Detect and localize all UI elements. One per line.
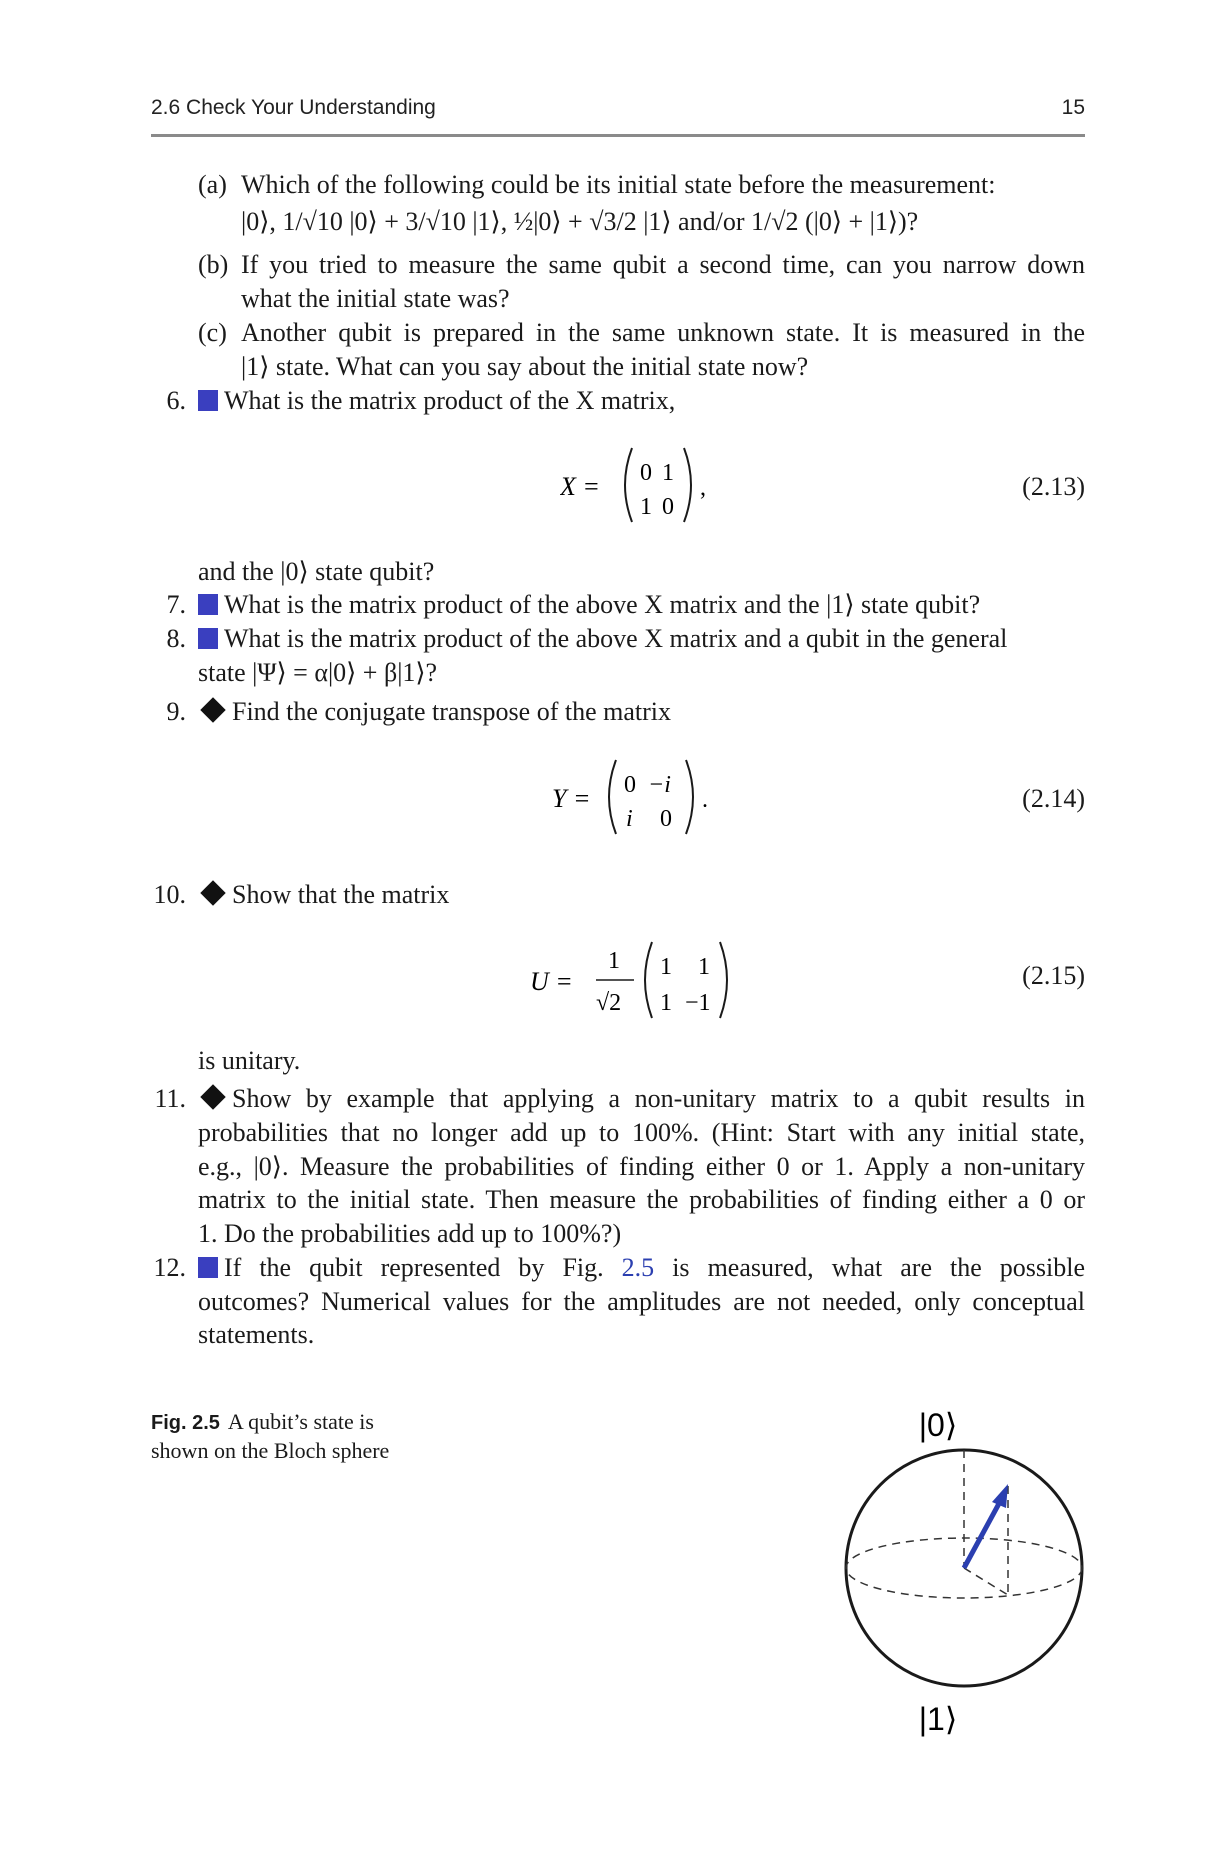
eq214-tail: .	[702, 787, 708, 813]
state-vector	[964, 1498, 1002, 1568]
eq215-m12: 1	[698, 954, 710, 980]
item5a-label: (a)	[198, 170, 227, 199]
item12-line1-post: is measured, what are the possible	[672, 1253, 1086, 1282]
eq215-m11: 1	[660, 954, 672, 980]
eq215-pre-den: √2	[596, 990, 622, 1016]
header-rule	[151, 134, 1085, 137]
eq214-label: (2.14)	[1022, 784, 1085, 813]
item8-text-row	[198, 624, 1085, 654]
item5c-label: (c)	[198, 318, 227, 347]
item5c-line1: Another qubit is prepared in the same unknown state. It is measured in the	[241, 318, 1085, 347]
left-paren	[609, 760, 616, 834]
eq213-m11: 0	[640, 460, 652, 486]
item11-text-row	[198, 1084, 1085, 1114]
page-number: 15	[1061, 96, 1085, 119]
item12-number: 12.	[153, 1253, 186, 1282]
item6-text-row	[198, 386, 675, 416]
running-header	[151, 96, 1085, 126]
item7-number: 7.	[166, 590, 186, 619]
eq214-m21: i	[626, 806, 633, 832]
equation-2-15	[530, 930, 750, 1037]
left-paren	[625, 448, 632, 522]
item8-line2: state |Ψ⟩ = α|0⟩ + β|1⟩?	[198, 658, 438, 687]
item10-number: 10.	[153, 880, 186, 909]
item7-text-row	[198, 590, 980, 620]
item10-after: is unitary.	[198, 1046, 301, 1075]
eq214-lhs: Y =	[552, 784, 591, 813]
square-marker-icon	[198, 1257, 218, 1278]
item5a-line2: |0⟩, 1/√10 |0⟩ + 3/√10 |1⟩, ½|0⟩ + √3/2 |1⟩ and/or 1/√2 (|0⟩ + |1⟩)?	[241, 207, 919, 236]
item11-line3: e.g., |0⟩. Measure the probabilities of finding either 0 or 1. Apply a non-unitary	[198, 1152, 1085, 1181]
caption-line1: A qubit’s state is	[227, 1409, 374, 1434]
item11-number: 11.	[154, 1084, 186, 1113]
caption-line2: shown on the Bloch sphere	[151, 1438, 390, 1463]
figure-label: Fig. 2.5	[151, 1412, 220, 1434]
item12-line1-pre: If the qubit represented by Fig.	[224, 1253, 604, 1282]
right-paren	[684, 448, 691, 522]
square-marker-icon	[198, 390, 218, 411]
eq214-m11: 0	[624, 772, 636, 798]
eq214-m22: 0	[660, 806, 672, 832]
item9-text-row	[198, 697, 671, 727]
bloch-sphere-figure	[830, 1400, 1090, 1745]
item5c-line2: |1⟩ state. What can you say about the initial state now?	[241, 352, 809, 381]
eq213-m22: 0	[662, 494, 674, 520]
eq215-pre-num: 1	[608, 948, 620, 974]
item8-line1: What is the matrix product of the above X matrix and a qubit in the general	[224, 624, 1008, 653]
eq213-m21: 1	[640, 494, 652, 520]
item6-number: 6.	[166, 386, 186, 415]
left-paren	[645, 942, 652, 1018]
diamond-marker-icon	[200, 880, 225, 905]
item10-text: Show that the matrix	[232, 880, 450, 909]
item7-text: What is the matrix product of the above X matrix and the |1⟩ state qubit?	[224, 590, 981, 619]
right-paren	[686, 760, 693, 834]
projection-line	[964, 1568, 1008, 1595]
eq215-lhs: U =	[530, 967, 573, 996]
section-title: 2.6 Check Your Understanding	[151, 96, 436, 119]
item5b-label: (b)	[198, 250, 229, 279]
eq215-label: (2.15)	[1022, 961, 1085, 990]
eq215-m21: 1	[660, 990, 672, 1016]
item11-line5: 1. Do the probabilities add up to 100%?)	[198, 1219, 622, 1248]
equation-2-14	[552, 752, 752, 849]
square-marker-icon	[198, 628, 218, 649]
item6-text: What is the matrix product of the X matrix,	[224, 386, 676, 415]
eq215-m22: −1	[685, 990, 711, 1016]
matrix-u-svg	[530, 930, 750, 1030]
item9-text: Find the conjugate transpose of the matrix	[232, 697, 672, 726]
diamond-marker-icon	[200, 697, 225, 722]
state-vector-arrowhead	[992, 1484, 1008, 1508]
item11-line2: probabilities that no longer add up to 100%. (Hint: Start with any initial state,	[198, 1118, 1085, 1147]
item9-number: 9.	[166, 697, 186, 726]
equation-2-13	[560, 440, 740, 537]
item8-number: 8.	[166, 624, 186, 653]
eq213-label: (2.13)	[1022, 472, 1085, 501]
ket-zero-label: |0⟩	[918, 1407, 958, 1443]
ket-one-label: |1⟩	[918, 1701, 958, 1737]
square-marker-icon	[198, 594, 218, 615]
item11-line4: matrix to the initial state. Then measure the probabilities of finding either a 0 or	[198, 1185, 1085, 1214]
item12-line2: outcomes? Numerical values for the amplitudes are not needed, only conceptual	[198, 1287, 1085, 1316]
right-paren	[720, 942, 727, 1018]
bloch-sphere-svg	[830, 1400, 1090, 1740]
item12-line3: statements.	[198, 1320, 315, 1349]
eq213-tail: ,	[700, 475, 706, 501]
eq213-lhs: X =	[560, 472, 600, 501]
item5a-line1: Which of the following could be its initial state before the measurement:	[241, 170, 996, 199]
item5b-line1: If you tried to measure the same qubit a second time, can you narrow down	[241, 250, 1085, 279]
eq214-m12: −i	[648, 772, 671, 798]
matrix-x-svg	[560, 440, 740, 530]
item5b-line2: what the initial state was?	[241, 284, 510, 313]
matrix-y-svg	[552, 752, 752, 842]
diamond-marker-icon	[200, 1084, 225, 1109]
eq213-m12: 1	[662, 460, 674, 486]
item6-after: and the |0⟩ state qubit?	[198, 557, 435, 586]
item12-text-row	[198, 1253, 1085, 1283]
figure-caption	[151, 1408, 451, 1464]
item10-text-row	[198, 880, 449, 910]
figure-reference-link[interactable]: 2.5	[621, 1253, 655, 1282]
item11-line1: Show by example that applying a non-unitary matrix to a qubit results in	[232, 1084, 1085, 1113]
